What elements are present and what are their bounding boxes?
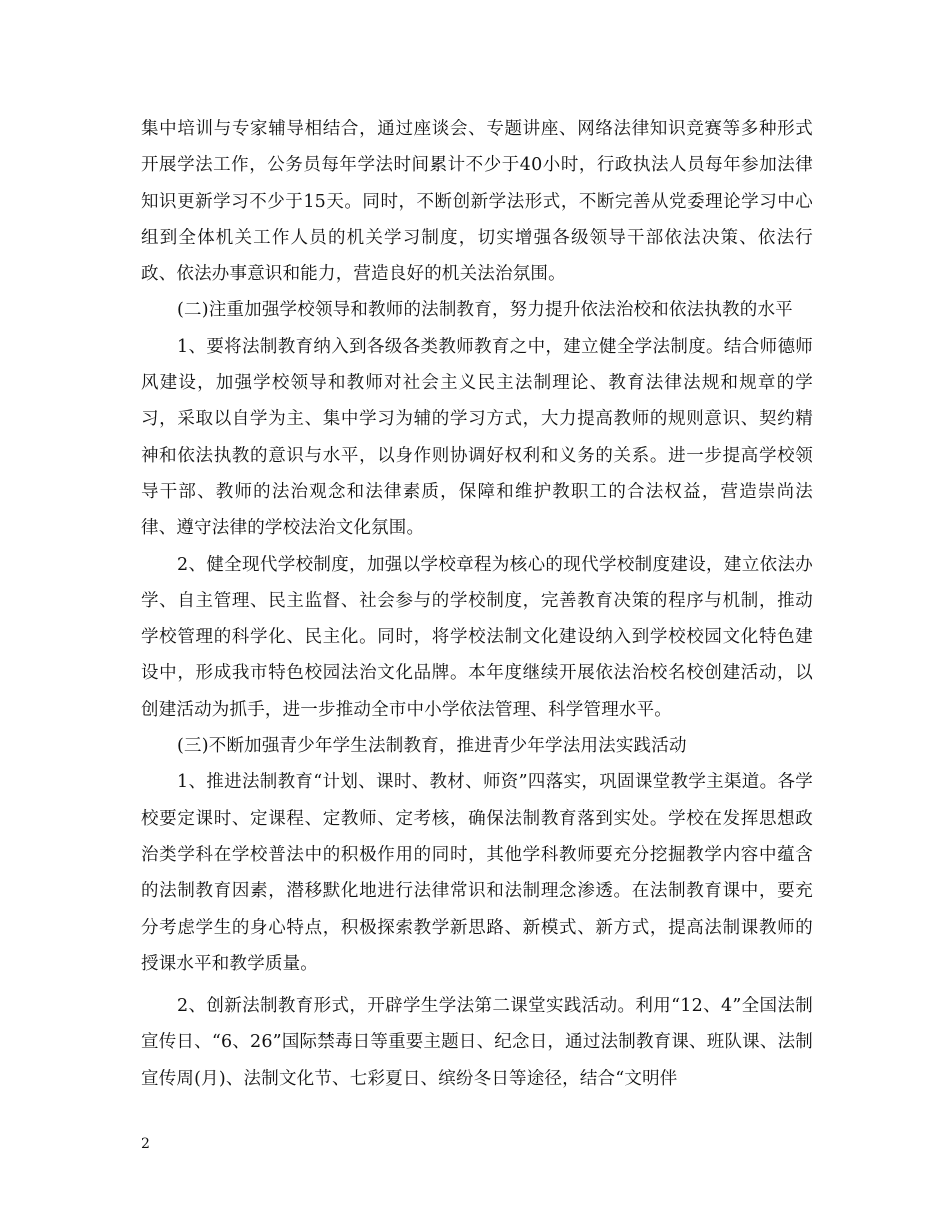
section-heading-3: (三)不断加强青少年学生法制教育，推进青少年学法用法实践活动 — [177, 736, 687, 757]
paragraph-3-2: 2、创新法制教育形式，开辟学生学法第二课堂实践活动。利用“12、4”全国法制宣传日、“6、26”国际禁毒日等重要主题日、纪念日，通过法制教育课、班队课、法制宣传周(月)、法制文化节、七彩夏日、缤纷冬日等途径，结合“文明伴 — [141, 996, 813, 1089]
paragraph-2-2: 2、健全现代学校制度，加强以学校章程为核心的现代学校制度建设，建立依法办学、自主管理、民主监督、社会参与的学校制度，完善教育决策的程序与机制，推动学校管理的科学化、民主化。同时，将学校法制文化建设纳入到学校校园文化特色建设中，形成我市特色校园法治文化品牌。本年度继续开展依法治校名校创建活动，以创建活动为抓手，进一步推动全市中小学依法管理、科学管理水平。 — [141, 554, 813, 720]
paragraph-1: 集中培训与专家辅导相结合，通过座谈会、专题讲座、网络法律知识竞赛等多种形式开展学法工作，公务员每年学法时间累计不少于40小时，行政执法人员每年参加法律知识更新学习不少于15天。同时，不断创新学法形式，不断完善从党委理论学习中心组到全体机关工作人员的机关学习制度，切实增强各级领导干部依法决策、依法行政、依法办事意识和能力，营造良好的机关法治氛围。 — [141, 119, 813, 285]
paragraph-2-1: 1、要将法制教育纳入到各级各类教师教育之中，建立健全学法制度。结合师德师风建设，加强学校领导和教师对社会主义民主法制理论、教育法律法规和规章的学习，采取以自学为主、集中学习为辅的学习方式，大力提高教师的规则意识、契约精神和依法执教的意识与水平，以身作则协调好权利和义务的关系。进一步提高学校领导干部、教师的法治观念和法律素质，保障和维护教职工的合法权益，营造崇尚法律、遵守法律的学校法治文化氛围。 — [141, 336, 813, 539]
section-heading-2: (二)注重加强学校领导和教师的法制教育，努力提升依法治校和依法执教的水平 — [177, 300, 793, 321]
paragraph-3-1: 1、推进法制教育“计划、课时、教材、师资”四落实，巩固课堂教学主渠道。各学校要定课时、定课程、定教师、定考核，确保法制教育落到实处。学校在发挥思想政治类学科在学校普法中的积极作用的同时，其他学科教师要充分挖掘教学内容中蕴含的法制教育因素，潜移默化地进行法律常识和法制理念渗透。在法制教育课中，要充分考虑学生的身心特点，积极探索教学新思路、新模式、新方式，提高法制课教师的授课水平和教学质量。 — [141, 772, 813, 974]
document-body — [141, 111, 813, 1097]
page-number: 2 — [141, 1136, 150, 1152]
